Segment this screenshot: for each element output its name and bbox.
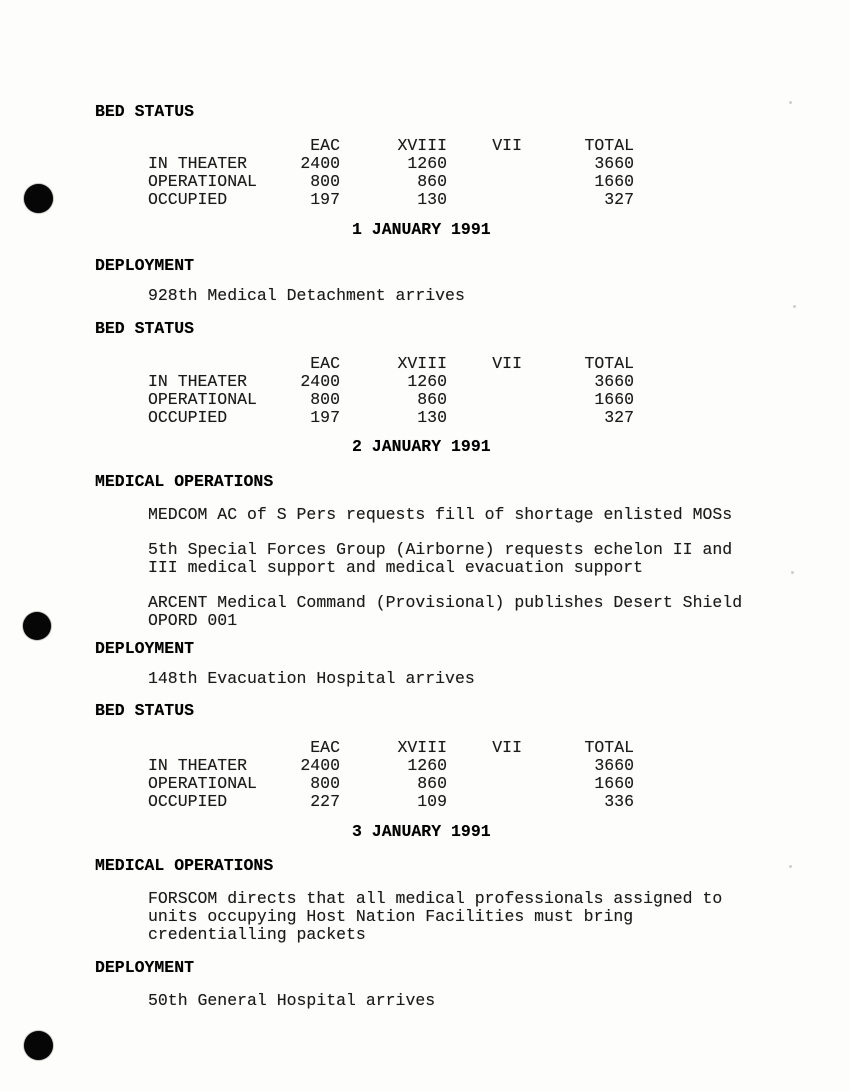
bed-status-table — [148, 137, 805, 209]
table-header-row — [148, 355, 805, 373]
table-cell: 130 — [417, 408, 447, 427]
table-cell — [447, 757, 522, 775]
paragraph-line: ARCENT Medical Command (Provisional) publishes Desert Shield — [148, 592, 743, 612]
table-cell — [447, 191, 522, 209]
paragraph-line: MEDCOM AC of S Pers requests fill of shortage enlisted MOSs — [148, 504, 733, 524]
table-cell: 227 — [310, 791, 340, 811]
paragraph-line: OPORD 001 — [148, 610, 238, 630]
paragraph-line: 928th Medical Detachment arrives — [148, 286, 465, 305]
row-label: OPERATIONAL — [148, 773, 257, 793]
section-heading-deployment: DEPLOYMENT — [95, 638, 195, 658]
table-cell: 327 — [604, 190, 634, 209]
table-cell: 2400 — [300, 154, 340, 173]
bed-status-table — [148, 355, 805, 427]
hole-punch-middle — [23, 612, 51, 640]
table-cell: 2400 — [300, 372, 340, 391]
table-cell: 860 — [417, 172, 447, 191]
table-cell — [447, 373, 522, 391]
table-cell: 3660 — [594, 154, 634, 173]
date-heading-jan-1: 1 JANUARY 1991 — [352, 220, 491, 239]
table-cell: 197 — [310, 190, 340, 209]
section-heading-deployment: DEPLOYMENT — [95, 256, 195, 275]
paragraph — [148, 287, 805, 305]
column-header-total: TOTAL — [584, 737, 634, 757]
table-cell: 860 — [417, 390, 447, 409]
row-label: IN THEATER — [148, 154, 248, 173]
section-heading-bed-status: BED STATUS — [95, 319, 195, 338]
table-cell: 1660 — [594, 773, 634, 793]
column-header-xviii: XVIII — [397, 354, 447, 373]
row-label: OCCUPIED — [148, 190, 228, 209]
paragraph-line: 148th Evacuation Hospital arrives — [148, 668, 475, 688]
table-cell: 327 — [604, 408, 634, 427]
paragraph-line: 5th Special Forces Group (Airborne) requests echelon II and — [148, 539, 733, 559]
table-header-row — [148, 137, 805, 155]
column-header-eac: EAC — [310, 354, 340, 373]
table-row-occupied — [148, 191, 805, 209]
paragraph-line: FORSCOM directs that all medical professionals assigned to — [148, 889, 723, 908]
paragraph — [148, 541, 805, 577]
table-row-in-theater — [148, 155, 805, 173]
table-row-operational — [148, 391, 805, 409]
section-heading-medical-operations: MEDICAL OPERATIONS — [95, 471, 274, 491]
paragraph — [148, 992, 805, 1010]
column-header-xviii: XVIII — [397, 737, 447, 757]
paragraph-line: credentialling packets — [148, 925, 366, 944]
paragraph — [148, 890, 805, 944]
section-heading-medical-operations: MEDICAL OPERATIONS — [95, 856, 274, 875]
table-row-in-theater — [148, 757, 805, 775]
hole-punch-bottom — [24, 1031, 53, 1060]
row-label: OCCUPIED — [148, 791, 228, 811]
table-cell: 860 — [417, 773, 447, 793]
paragraph-line: 50th General Hospital arrives — [148, 991, 436, 1010]
table-cell — [447, 173, 522, 191]
table-cell: 336 — [604, 791, 634, 811]
table-cell: 130 — [417, 190, 447, 209]
row-label: IN THEATER — [148, 372, 248, 391]
table-cell — [447, 391, 522, 409]
table-cell: 1260 — [407, 154, 447, 173]
paragraph — [148, 506, 805, 524]
table-cell: 1260 — [407, 372, 447, 391]
paragraph — [148, 670, 805, 688]
table-cell: 1660 — [594, 172, 634, 191]
date-heading-jan-3: 3 JANUARY 1991 — [352, 821, 491, 841]
column-header-total: TOTAL — [584, 354, 634, 373]
table-cell — [447, 409, 522, 427]
table-cell — [447, 775, 522, 793]
table-cell: 800 — [310, 390, 340, 409]
section-heading-bed-status: BED STATUS — [95, 700, 195, 720]
table-cell: 2400 — [300, 755, 340, 775]
paragraph-line: III medical support and medical evacuation support — [148, 557, 644, 577]
table-cell: 109 — [417, 791, 447, 811]
column-header-vii: VII — [492, 136, 522, 155]
paragraph-line: units occupying Host Nation Facilities must bring — [148, 907, 634, 926]
row-label: IN THEATER — [148, 755, 248, 775]
row-label: OPERATIONAL — [148, 172, 257, 191]
table-header-row — [148, 739, 805, 757]
column-header-vii: VII — [492, 354, 522, 373]
column-header-eac: EAC — [310, 737, 340, 757]
column-header-vii: VII — [492, 737, 522, 757]
table-cell: 197 — [310, 408, 340, 427]
table-header-spacer — [148, 739, 296, 757]
table-cell: 3660 — [594, 755, 634, 775]
column-header-xviii: XVIII — [397, 136, 447, 155]
bed-status-table — [148, 739, 805, 811]
hole-punch-top — [24, 184, 53, 213]
column-header-total: TOTAL — [584, 136, 634, 155]
table-cell — [447, 155, 522, 173]
date-heading-jan-2: 2 JANUARY 1991 — [352, 437, 491, 456]
table-row-operational — [148, 775, 805, 793]
table-row-occupied — [148, 793, 805, 811]
table-header-spacer — [148, 355, 296, 373]
paragraph — [148, 594, 805, 630]
section-heading-bed-status: BED STATUS — [95, 102, 195, 121]
table-cell: 800 — [310, 773, 340, 793]
document-content — [95, 0, 805, 1010]
row-label: OPERATIONAL — [148, 390, 257, 409]
table-cell: 1660 — [594, 390, 634, 409]
section-heading-deployment: DEPLOYMENT — [95, 958, 195, 977]
table-cell: 1260 — [407, 755, 447, 775]
table-cell: 800 — [310, 172, 340, 191]
column-header-eac: EAC — [310, 136, 340, 155]
table-row-in-theater — [148, 373, 805, 391]
table-header-spacer — [148, 137, 296, 155]
table-row-operational — [148, 173, 805, 191]
table-row-occupied — [148, 409, 805, 427]
table-cell: 3660 — [594, 372, 634, 391]
table-cell — [447, 793, 522, 811]
row-label: OCCUPIED — [148, 408, 228, 427]
